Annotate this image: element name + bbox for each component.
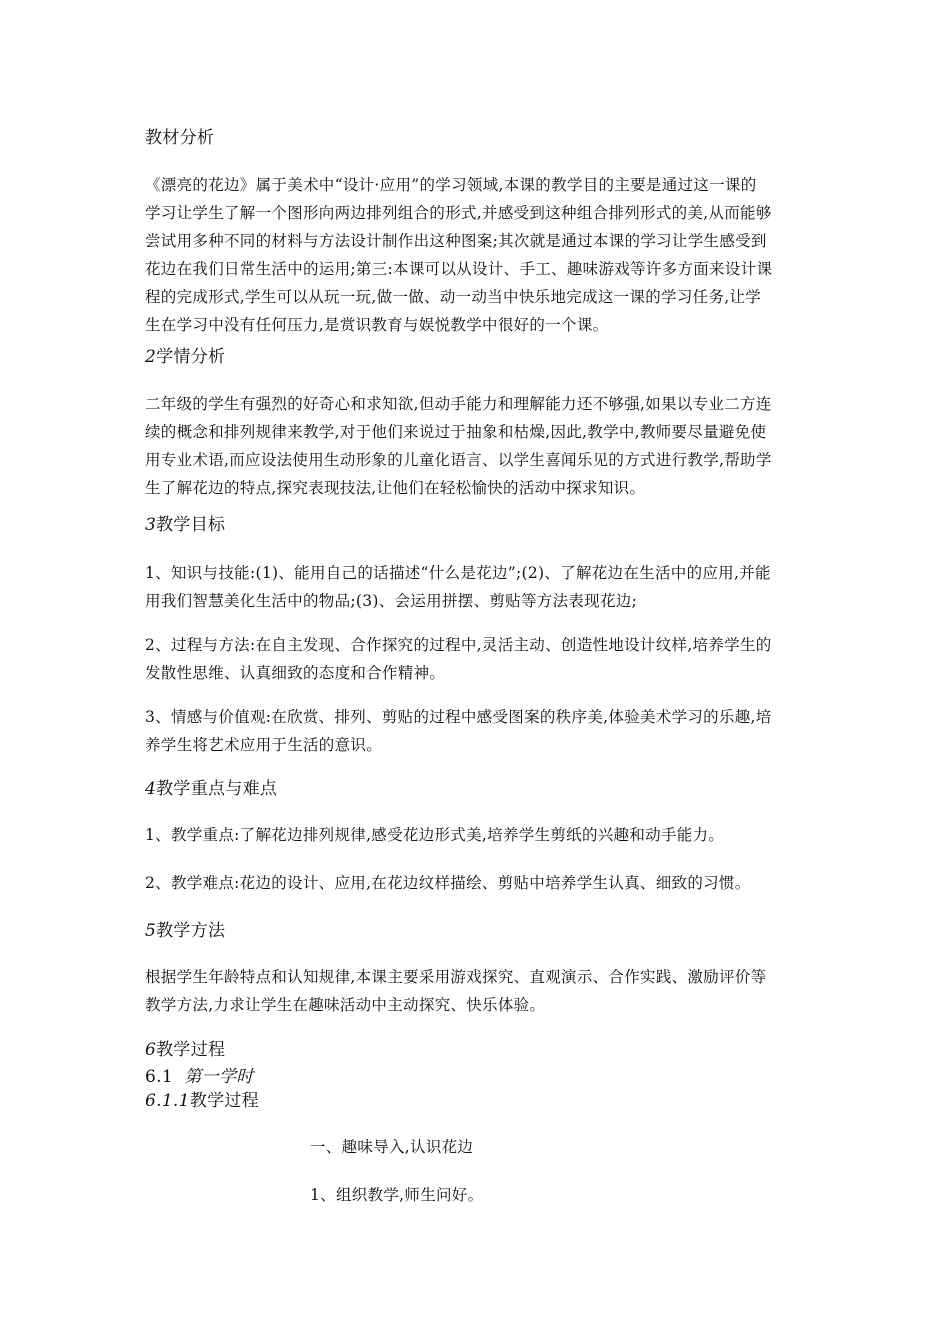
heading-teaching-process [145,1088,825,1114]
heading-number: 4 [145,779,157,799]
text-line: 3、情感与价值观:在欣赏、排列、剪贴的过程中感受图案的秩序美,体验美术学习的乐趣,培 [145,708,772,726]
text-line: 2、教学难点:花边的设计、应用,在花边纹样描绘、剪贴中培养学生认真、细致的习惯。 [145,874,751,892]
heading-text: 教学方法 [156,921,226,941]
text-line: 尝试用多种不同的材料与方法设计制作出这种图案;其次就是通过本课的学习让学生感受到 [145,232,767,250]
process-step [310,1181,950,1209]
heading-number: 6 [145,1040,157,1060]
text-line: 续的概念和排列规律来教学,对于他们来说过于抽象和枯燥,因此,教学中,教师要尽量避免使 [145,423,767,441]
heading-number: 6.1.1 [145,1091,190,1111]
heading-text: 第一学时 [184,1067,254,1087]
objective-2 [145,631,825,687]
text-line: 程的完成形式,学生可以从玩一玩,做一做、动一动当中快乐地完成这一课的学习任务,让学 [145,288,762,306]
heading-key-points [145,776,825,802]
text-line: 二年级的学生有强烈的好奇心和求知欲,但动手能力和理解能力还不够强,如果以专业二方连 [145,395,772,413]
text-line: 1、组织教学,师生问好。 [310,1186,484,1204]
heading-number: 5 [145,921,157,941]
heading-text: 学情分析 [156,347,226,367]
paragraph-student-analysis [145,390,825,502]
objective-1 [145,559,825,615]
heading-text: 教学过程 [189,1091,259,1111]
heading-number: 2 [145,347,157,367]
heading-process [145,1037,825,1063]
heading-text: 教学重点与难点 [156,779,278,799]
paragraph-methods [145,963,825,1019]
text-line: 生了解花边的特点,探究表现技法,让他们在轻松愉快的活动中探求知识。 [145,479,646,497]
text-line: 一、趣味导入,认识花边 [310,1138,474,1156]
text-line: 学习让学生了解一个图形向两边排列组合的形式,并感受到这种组合排列形式的美,从而能够 [145,204,772,222]
text-line: 用我们智慧美化生活中的物品;(3)、会运用拼摆、剪贴等方法表现花边; [145,592,638,610]
text-line: 1、知识与技能:(1)、能用自己的话描述“什么是花边”;(2)、了解花边在生活中的应用,并能 [145,564,771,582]
heading-objectives [145,512,825,538]
heading-number: 3 [145,515,157,535]
text-line: 生在学习中没有任何压力,是赏识教育与娱悦教学中很好的一个课。 [145,316,609,334]
text-line: 发散性思维、认真细致的态度和合作精神。 [145,664,446,682]
paragraph-materials [145,171,825,339]
key-point-2 [145,869,825,897]
text-line: 养学生将艺术应用于生活的意识。 [145,736,383,754]
process-step [310,1133,950,1161]
text-line: 1、教学重点:了解花边排列规律,感受花边形式美,培养学生剪纸的兴趣和动手能力。 [145,826,725,844]
text-line: 《漂亮的花边》属于美术中“设计·应用”的学习领域,本课的教学目的主要是通过这一课的 [145,176,757,194]
heading-materials: 教材分析 [145,128,215,148]
heading-text: 教学目标 [156,515,226,535]
text-line: 2、过程与方法:在自主发现、合作探究的过程中,灵活主动、创造性地设计纹样,培养学生的 [145,636,772,654]
objective-3 [145,703,825,759]
heading-student-analysis [145,344,825,370]
text-line: 根据学生年龄特点和认知规律,本课主要采用游戏探究、直观演示、合作实践、激励评价等 [145,968,767,986]
heading-first-period [145,1064,825,1090]
text-line: 教学方法,力求让学生在趣味活动中主动探究、快乐体验。 [145,996,546,1014]
heading-text: 教学过程 [156,1040,226,1060]
key-point-1 [145,821,825,849]
text-line: 用专业术语,而应设法使用生动形象的儿童化语言、以学生喜闻乐见的方式进行教学,帮助学 [145,451,772,469]
heading-methods [145,918,825,944]
text-line: 花边在我们日常生活中的运用;第三:本课可以从设计、手工、趣味游戏等许多方面来设计课 [145,260,773,278]
heading-number: 6.1 [145,1067,173,1087]
